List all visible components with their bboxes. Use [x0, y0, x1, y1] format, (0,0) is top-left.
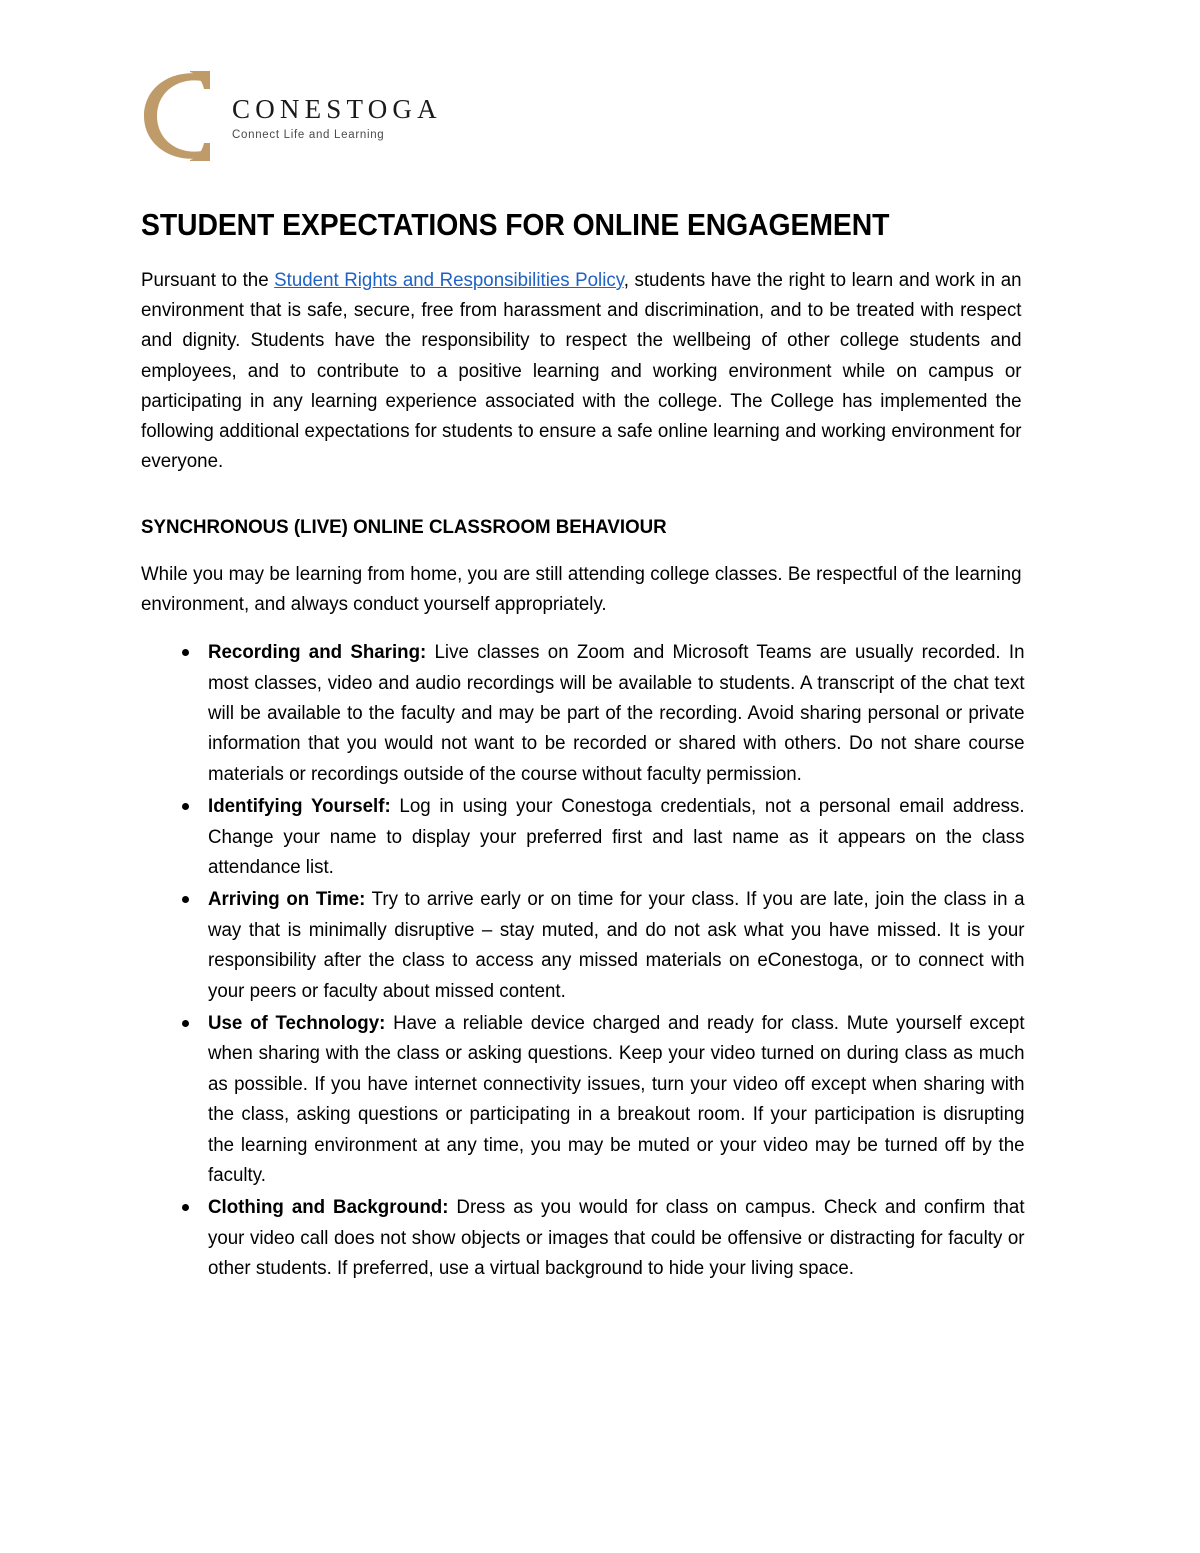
section-intro-paragraph: While you may be learning from home, you are still attending college classes. Be respectful of the learning environment, and always conduct yourself appropriately.: [141, 562, 1022, 615]
student-rights-policy-link[interactable]: Student Rights and Responsibilities Policy: [274, 269, 624, 292]
bullet-lead: Arriving on Time:: [208, 888, 366, 911]
list-item: [141, 637, 1063, 789]
bullet-lead: Identifying Yourself:: [208, 795, 391, 818]
expectations-bullet-list: [141, 637, 1063, 1284]
logo-tagline: Connect Life and Learning: [232, 129, 385, 142]
intro-text-before-link: Pursuant to the: [141, 269, 275, 292]
bullet-lead: Clothing and Background:: [208, 1196, 449, 1219]
intro-paragraph: [141, 265, 1022, 476]
section-heading-synchronous: SYNCHRONOUS (LIVE) ONLINE CLASSROOM BEHAVIOUR: [141, 516, 667, 539]
list-item: [141, 791, 1063, 882]
page-title: STUDENT EXPECTATIONS FOR ONLINE ENGAGEMENT: [141, 208, 890, 242]
bullet-text: Live classes on Zoom and Microsoft Teams are usually recorded. In most classes, video and audio recordings will be available to students. A transcript of the chat text will be available to the faculty and may be part of the recording. Avoid sharing personal or private information that you would not want to be recorded or shared with others. Do not share course materials or recordings outside of the course without faculty permission.: [208, 641, 1025, 785]
logo-wordmark: CONESTOGA: [232, 94, 442, 125]
bullet-dot-icon: [182, 803, 189, 810]
bullet-text: Log in using your Conestoga credentials, not a personal email address. Change your name to display your preferred first and last name as it appears on the class attendance list.: [208, 795, 1025, 878]
document-content: [141, 208, 1063, 1286]
bullet-dot-icon: [182, 1020, 189, 1027]
bullet-text: Try to arrive early or on time for your class. If you are late, join the class in a way that is minimally disruptive – stay muted, and do not ask what you have missed. It is your responsibility after the class to access any missed materials on eConestoga, or to connect with your peers or faculty about missed content.: [208, 888, 1025, 1002]
bullet-dot-icon: [182, 1204, 189, 1211]
bullet-lead: Use of Technology:: [208, 1011, 386, 1034]
bullet-dot-icon: [182, 649, 189, 656]
logo-text: [232, 90, 442, 142]
list-item: [141, 1008, 1063, 1190]
intro-text-after-link: , students have the right to learn and work in an environment that is safe, secure, free from harassment and discrimination, and to be treated with respect and dignity. Students have the responsibility to respect the wellbeing of other college students and employees, and to contribute to a positive learning and working environment while on campus or participating in any learning experience associated with the college. The College has implemented the following additional expectations for students to ensure a safe online learning and working environment for everyone.: [141, 269, 1022, 473]
bullet-dot-icon: [182, 896, 189, 903]
conestoga-c-mark-icon: [140, 68, 218, 164]
bullet-text: Dress as you would for class on campus. Check and confirm that your video call does not show objects or images that could be offensive or distracting for faculty or other students. If preferred, use a virtual background to hide your living space.: [208, 1196, 1025, 1280]
list-item: [141, 884, 1063, 1006]
bullet-text: Have a reliable device charged and ready for class. Mute yourself except when sharing with the class or asking questions. Keep your video turned on during class as much as possible. If you have internet connectivity issues, turn your video off except when sharing with the class, asking questions or participating in a breakout room. If your participation is disrupting the learning environment at any time, you may be muted or your video may be turned off by the faculty.: [208, 1011, 1025, 1186]
bullet-lead: Recording and Sharing:: [208, 641, 427, 664]
conestoga-logo: [140, 66, 442, 166]
list-item: [141, 1192, 1063, 1283]
